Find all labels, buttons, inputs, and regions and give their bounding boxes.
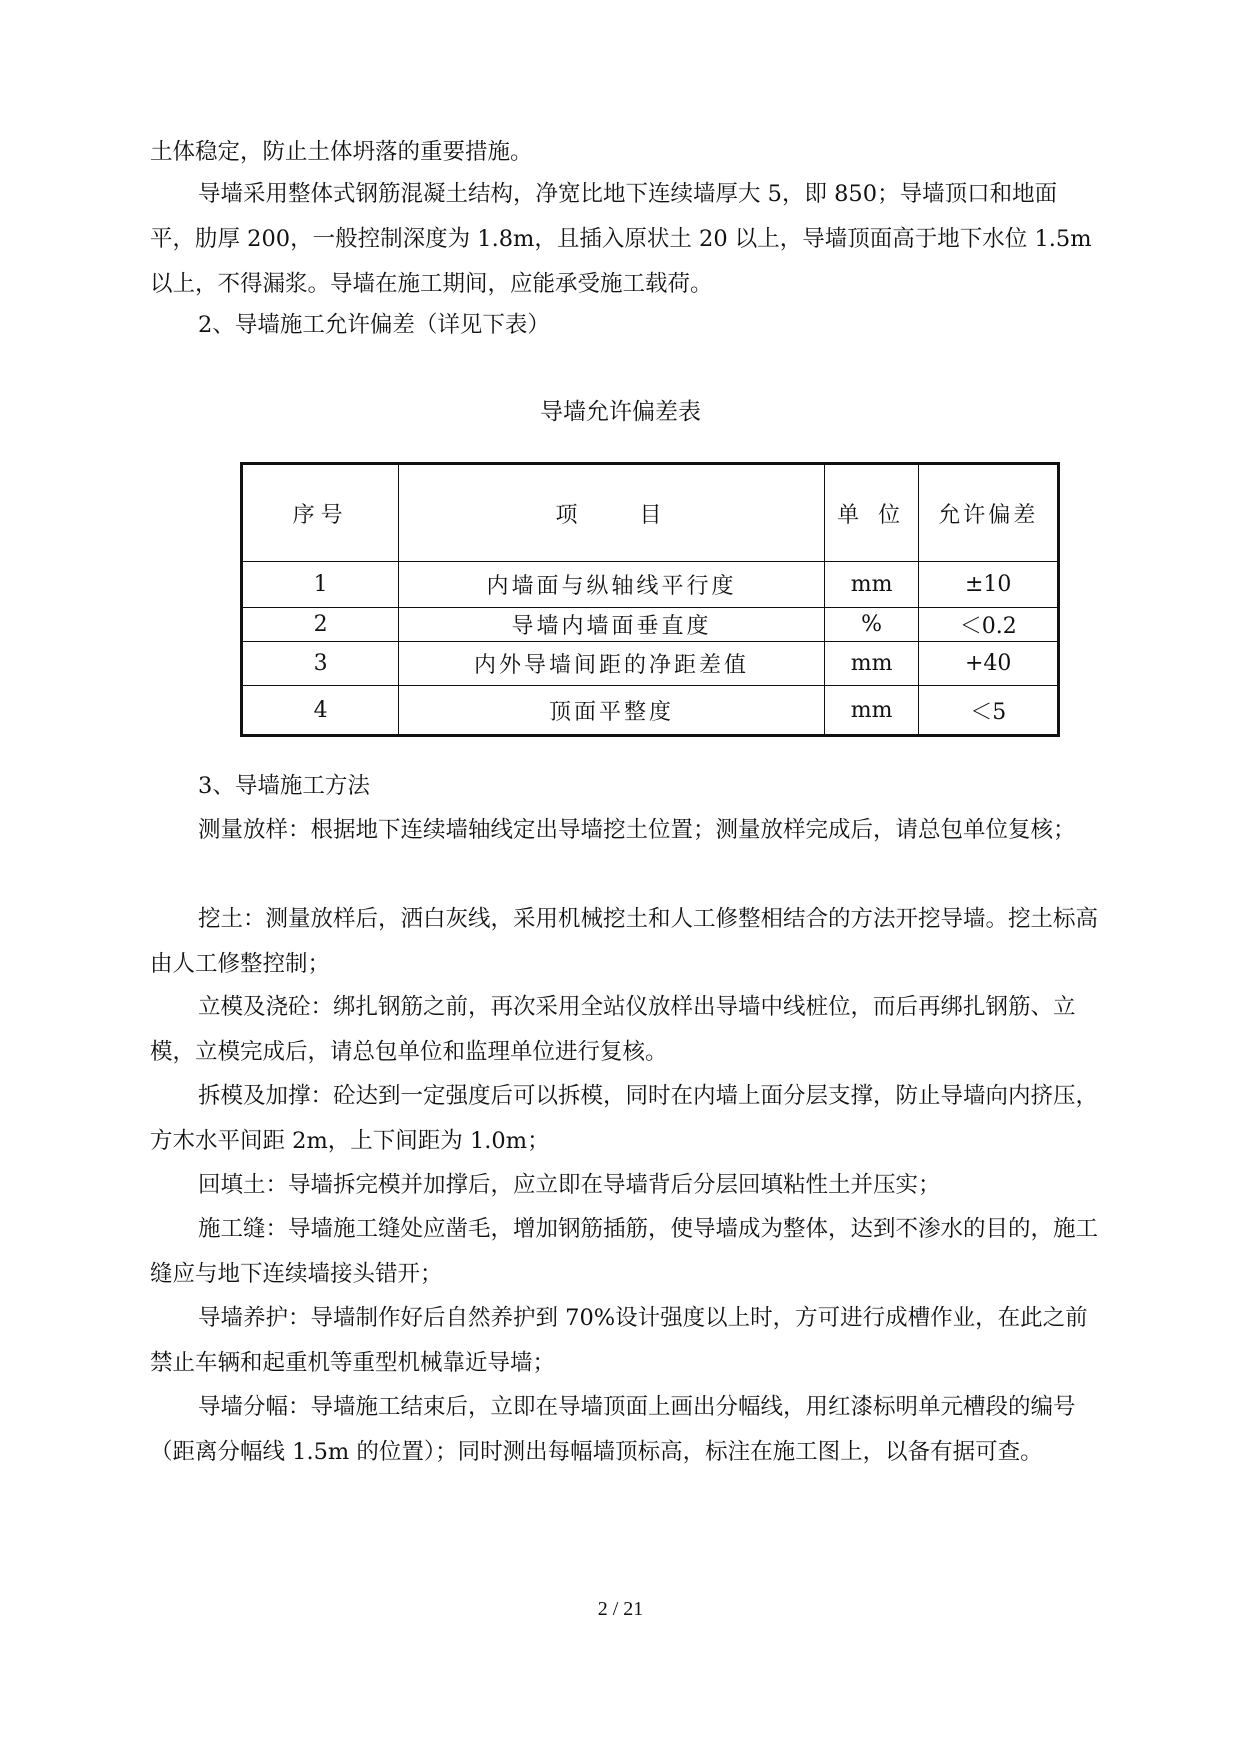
cell-unit: mm: [824, 642, 919, 686]
table-row: [242, 608, 1059, 642]
table-row: [242, 562, 1059, 608]
cell-unit: mm: [824, 562, 919, 608]
paragraph-bracing: 拆模及加撑：砼达到一定强度后可以拆模，同时在内墙上面分层支撑，防止导墙向内挤压，方木水平间距 2m，上下间距为 1.0m；: [150, 1083, 1099, 1154]
cell-index: 2: [242, 608, 399, 642]
table-caption: 导墙允许偏差表: [540, 399, 701, 425]
cell-unit: mm: [824, 686, 919, 736]
cell-item: 顶面平整度: [399, 686, 824, 736]
paragraph-backfill: 回填土：导墙拆完模并加撑后，应立即在导墙背后分层回填粘性土并压实；: [198, 1172, 941, 1198]
tolerance-table: [240, 462, 1060, 737]
cell-item: 内墙面与纵轴线平行度: [399, 562, 824, 608]
page-number: 2 / 21: [597, 1598, 644, 1620]
table-row: [242, 686, 1059, 736]
header-item: 项 目: [399, 464, 824, 562]
paragraph-guide-wall-structure: 导墙采用整体式钢筋混凝土结构，净宽比地下连续墙厚大 5，即 850；导墙顶口和地面平，肋厚 200，一般控制深度为 1.8m，且插入原状土 20 以上，导墙顶面高于地下水位 1.5m 以上，不得漏浆。导墙在施工期间，应能承受施工载荷。: [150, 181, 1092, 297]
cell-tolerance: ±10: [919, 562, 1059, 608]
table-header-row: [242, 464, 1059, 562]
section-heading-tolerance: 2、导墙施工允许偏差（详见下表）: [198, 312, 550, 338]
paragraph-construction-joint: 施工缝：导墙施工缝处应凿毛，增加钢筋插筋，使导墙成为整体，达到不渗水的目的，施工缝应与地下连续墙接头错开；: [150, 1216, 1099, 1287]
cell-index: 3: [242, 642, 399, 686]
paragraph-formwork: 立模及浇砼：绑扎钢筋之前，再次采用全站仪放样出导墙中线桩位，而后再绑扎钢筋、立模，立模完成后，请总包单位和监理单位进行复核。: [150, 994, 1076, 1065]
cell-index: 4: [242, 686, 399, 736]
cell-item: 导墙内墙面垂直度: [399, 608, 824, 642]
paragraph-curing: 导墙养护：导墙制作好后自然养护到 70%设计强度以上时，方可进行成槽作业，在此之前禁止车辆和起重机等重型机械靠近导墙；: [150, 1305, 1088, 1376]
header-unit: 单 位: [824, 464, 919, 562]
cell-tolerance: +40: [919, 642, 1059, 686]
cell-tolerance: ＜0.2: [919, 608, 1059, 642]
header-index: 序号: [242, 464, 399, 562]
table-row: [242, 642, 1059, 686]
cell-index: 1: [242, 562, 399, 608]
paragraph-survey: 测量放样：根据地下连续墙轴线定出导墙挖土位置；测量放样完成后，请总包单位复核；: [198, 817, 1076, 843]
section-heading-method: 3、导墙施工方法: [198, 773, 370, 799]
cell-item: 内外导墙间距的净距差值: [399, 642, 824, 686]
cell-tolerance: ＜5: [919, 686, 1059, 736]
paragraph-continuation: 土体稳定，防止土体坍落的重要措施。: [150, 139, 533, 165]
header-tolerance: 允许偏差: [919, 464, 1059, 562]
paragraph-segmentation: 导墙分幅：导墙施工结束后，立即在导墙顶面上画出分幅线，用红漆标明单元槽段的编号（距离分幅线 1.5m 的位置）；同时测出每幅墙顶标高，标注在施工图上，以备有据可查。: [150, 1394, 1076, 1465]
cell-unit: %: [824, 608, 919, 642]
paragraph-excavation: 挖土：测量放样后，洒白灰线，采用机械挖土和人工修整相结合的方法开挖导墙。挖土标高由人工修整控制；: [150, 906, 1099, 977]
